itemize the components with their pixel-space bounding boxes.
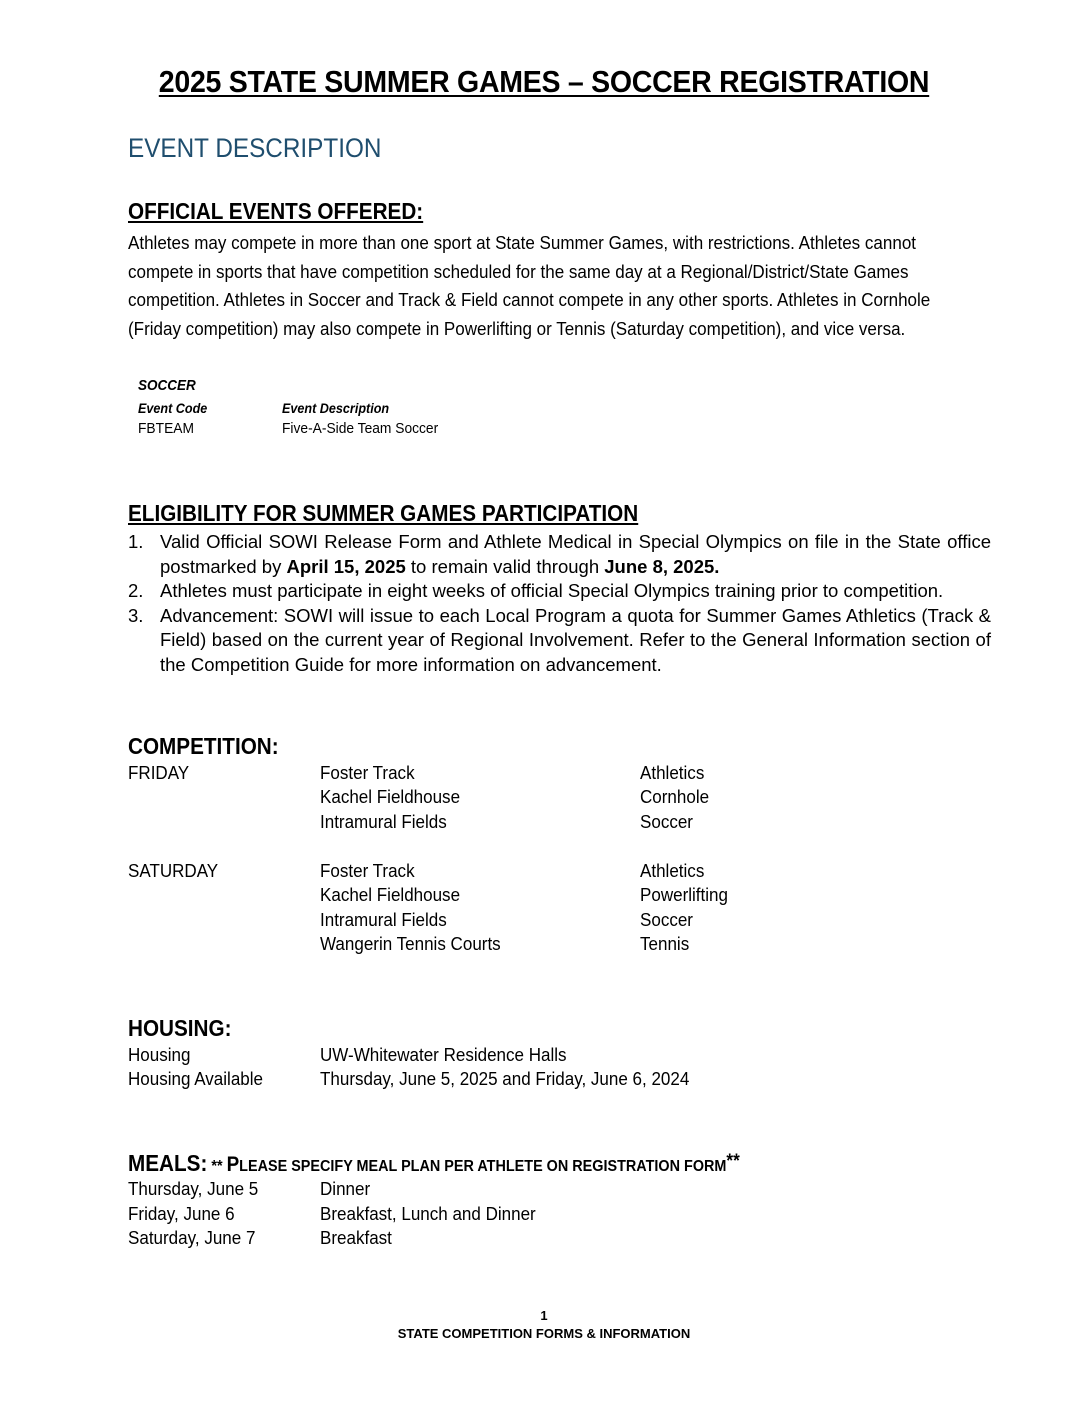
housing-value: UW-Whitewater Residence Halls	[320, 1044, 567, 1065]
event-description-value: Five-A-Side Team Soccer	[282, 420, 439, 437]
friday-venue: Intramural Fields	[320, 811, 447, 832]
page-title: 2025 STATE SUMMER GAMES – SOCCER REGISTRATION	[158, 64, 930, 99]
event-code-header: Event Code	[138, 400, 208, 416]
friday-venue: Kachel Fieldhouse	[320, 786, 461, 807]
friday-sport: Athletics	[640, 762, 705, 783]
saturday-sport: Soccer	[640, 909, 693, 930]
event-description-header: Event Description	[282, 400, 390, 416]
eligibility-item-2: 2. Athletes must participate in eight weeks of official Special Olympics training prior to competition.	[128, 580, 944, 601]
meal-day: Friday, June 6	[128, 1203, 235, 1224]
official-events-heading: OFFICIAL EVENTS OFFERED:	[128, 198, 424, 224]
saturday-sport: Tennis	[640, 933, 690, 954]
saturday-sport: Athletics	[640, 860, 705, 881]
meal-plan: Breakfast, Lunch and Dinner	[320, 1203, 536, 1224]
eligibility-list	[128, 530, 991, 677]
event-code-value: FBTEAM	[138, 420, 194, 437]
meal-plan: Dinner	[320, 1178, 371, 1199]
saturday-venue: Kachel Fieldhouse	[320, 884, 461, 905]
friday-sport: Soccer	[640, 811, 693, 832]
event-description-heading: EVENT DESCRIPTION	[128, 133, 382, 163]
housing-label: Housing	[128, 1044, 191, 1065]
saturday-venue: Foster Track	[320, 860, 415, 881]
saturday-venue: Intramural Fields	[320, 909, 447, 930]
official-events-paragraph: Athletes may compete in more than one sport at State Summer Games, with restrictions. Athletes cannot compete in sports that have competition scheduled for the same day at a Regional/District/State Games competition. Athletes in Soccer and Track & Field cannot compete in any other sports. Athletes in Cornhole (Friday competition) may also compete in Powerlifting or Tennis (Saturday competition), and vice versa.	[128, 232, 931, 339]
saturday-venue: Wangerin Tennis Courts	[320, 933, 501, 954]
competition-heading: COMPETITION:	[128, 733, 279, 759]
footer-text: STATE COMPETITION FORMS & INFORMATION	[397, 1326, 691, 1341]
meal-day: Thursday, June 5	[128, 1178, 259, 1199]
soccer-sport-label: SOCCER	[138, 377, 196, 394]
meals-heading: MEALS: ** PLEASE SPECIFY MEAL PLAN PER ATHLETE ON REGISTRATION FORM**	[128, 1150, 740, 1176]
eligibility-item-1: 1. Valid Official SOWI Release Form and Athlete Medical in Special Olympics on file in the State office postmarked by April 15, 2025 to remain valid through June 8, 2025.	[128, 531, 991, 577]
friday-label: FRIDAY	[128, 762, 190, 783]
meal-plan: Breakfast	[320, 1227, 392, 1248]
housing-available-value: Thursday, June 5, 2025 and Friday, June 6, 2024	[320, 1068, 690, 1089]
housing-available-label: Housing Available	[128, 1068, 264, 1089]
friday-venue: Foster Track	[320, 762, 415, 783]
saturday-label: SATURDAY	[128, 860, 219, 881]
page-number: 1	[540, 1308, 548, 1323]
friday-sport: Cornhole	[640, 786, 710, 807]
eligibility-heading: ELIGIBILITY FOR SUMMER GAMES PARTICIPATION	[128, 500, 639, 526]
saturday-sport: Powerlifting	[640, 884, 728, 905]
meal-day: Saturday, June 7	[128, 1227, 256, 1248]
eligibility-item-3: 3. Advancement: SOWI will issue to each Local Program a quota for Summer Games Athletics (Track & Field) based on the current year of Regional Involvement. Refer to the General Information section of the Competition Guide for more information on advancement.	[128, 604, 991, 675]
housing-heading: HOUSING:	[128, 1015, 232, 1041]
